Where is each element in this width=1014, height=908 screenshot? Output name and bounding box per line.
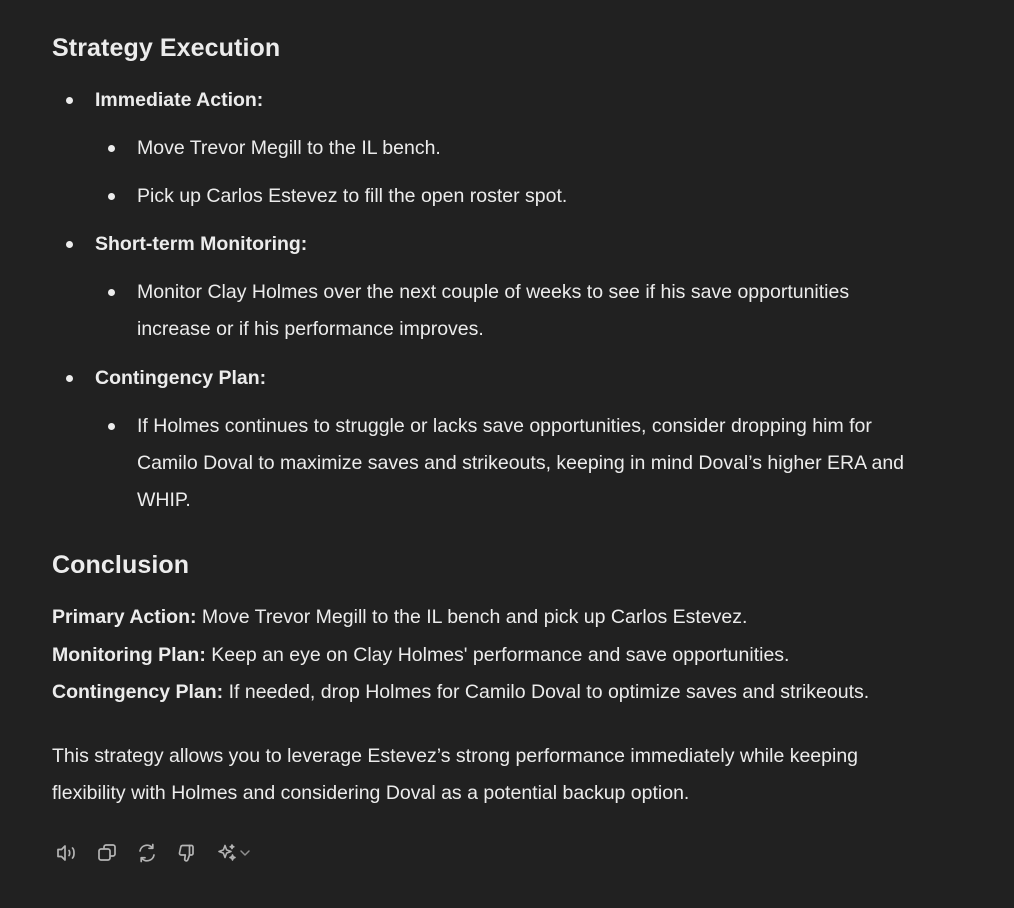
conclusion-heading: Conclusion [52, 551, 190, 579]
switch-model-button[interactable] [212, 838, 252, 868]
thumbs-down-icon [176, 842, 198, 864]
bullet [108, 193, 115, 200]
bullet [108, 289, 115, 296]
summary-line: This strategy allows you to leverage Estevez’s strong performance immediately while keeping [52, 745, 859, 767]
thumbs-down-button[interactable] [172, 838, 202, 868]
speaker-icon [55, 842, 79, 864]
immediate-action-label: Immediate Action: [95, 89, 264, 111]
contingency-plan-label: Contingency Plan: [52, 681, 224, 703]
bullet [66, 241, 73, 248]
primary-action-line [52, 599, 747, 636]
monitoring-plan-label: Monitoring Plan: [52, 644, 206, 666]
primary-action-label: Primary Action: [52, 606, 197, 628]
contingency-plan-text: If needed, drop Holmes for Camilo Doval to optimize saves and strikeouts. [223, 681, 870, 703]
contingency-label: Contingency Plan: [95, 367, 267, 389]
list-item-line: Camilo Doval to maximize saves and strikeouts, keeping in mind Doval’s higher ERA and [137, 452, 905, 474]
list-item-line: Monitor Clay Holmes over the next couple of weeks to see if his save opportunities [137, 281, 850, 303]
monitoring-plan-text: Keep an eye on Clay Holmes' performance and save opportunities. [205, 644, 790, 666]
bullet [66, 375, 73, 382]
list-item: Pick up Carlos Estevez to fill the open roster spot. [137, 185, 568, 207]
bullet [66, 97, 73, 104]
copy-button[interactable] [92, 838, 122, 868]
regenerate-icon [136, 842, 158, 864]
list-item: Move Trevor Megill to the IL bench. [137, 137, 441, 159]
chevron-down-icon [238, 846, 252, 860]
monitoring-label: Short-term Monitoring: [95, 233, 308, 255]
regenerate-button[interactable] [132, 838, 162, 868]
monitoring-plan-line [52, 637, 789, 674]
sparkle-icon [216, 842, 238, 864]
bullet [108, 423, 115, 430]
list-item-line: WHIP. [137, 489, 191, 511]
list-item-line: If Holmes continues to struggle or lacks save opportunities, consider dropping him for [137, 415, 872, 437]
summary-line: flexibility with Holmes and considering Doval as a potential backup option. [52, 782, 690, 804]
read-aloud-button[interactable] [52, 838, 82, 868]
bullet [108, 145, 115, 152]
message-actions [52, 838, 252, 868]
list-item-line: increase or if his performance improves. [137, 318, 484, 340]
primary-action-text: Move Trevor Megill to the IL bench and pick up Carlos Estevez. [196, 606, 748, 628]
copy-icon [96, 842, 118, 864]
contingency-plan-line [52, 674, 869, 711]
strategy-heading: Strategy Execution [52, 34, 281, 62]
